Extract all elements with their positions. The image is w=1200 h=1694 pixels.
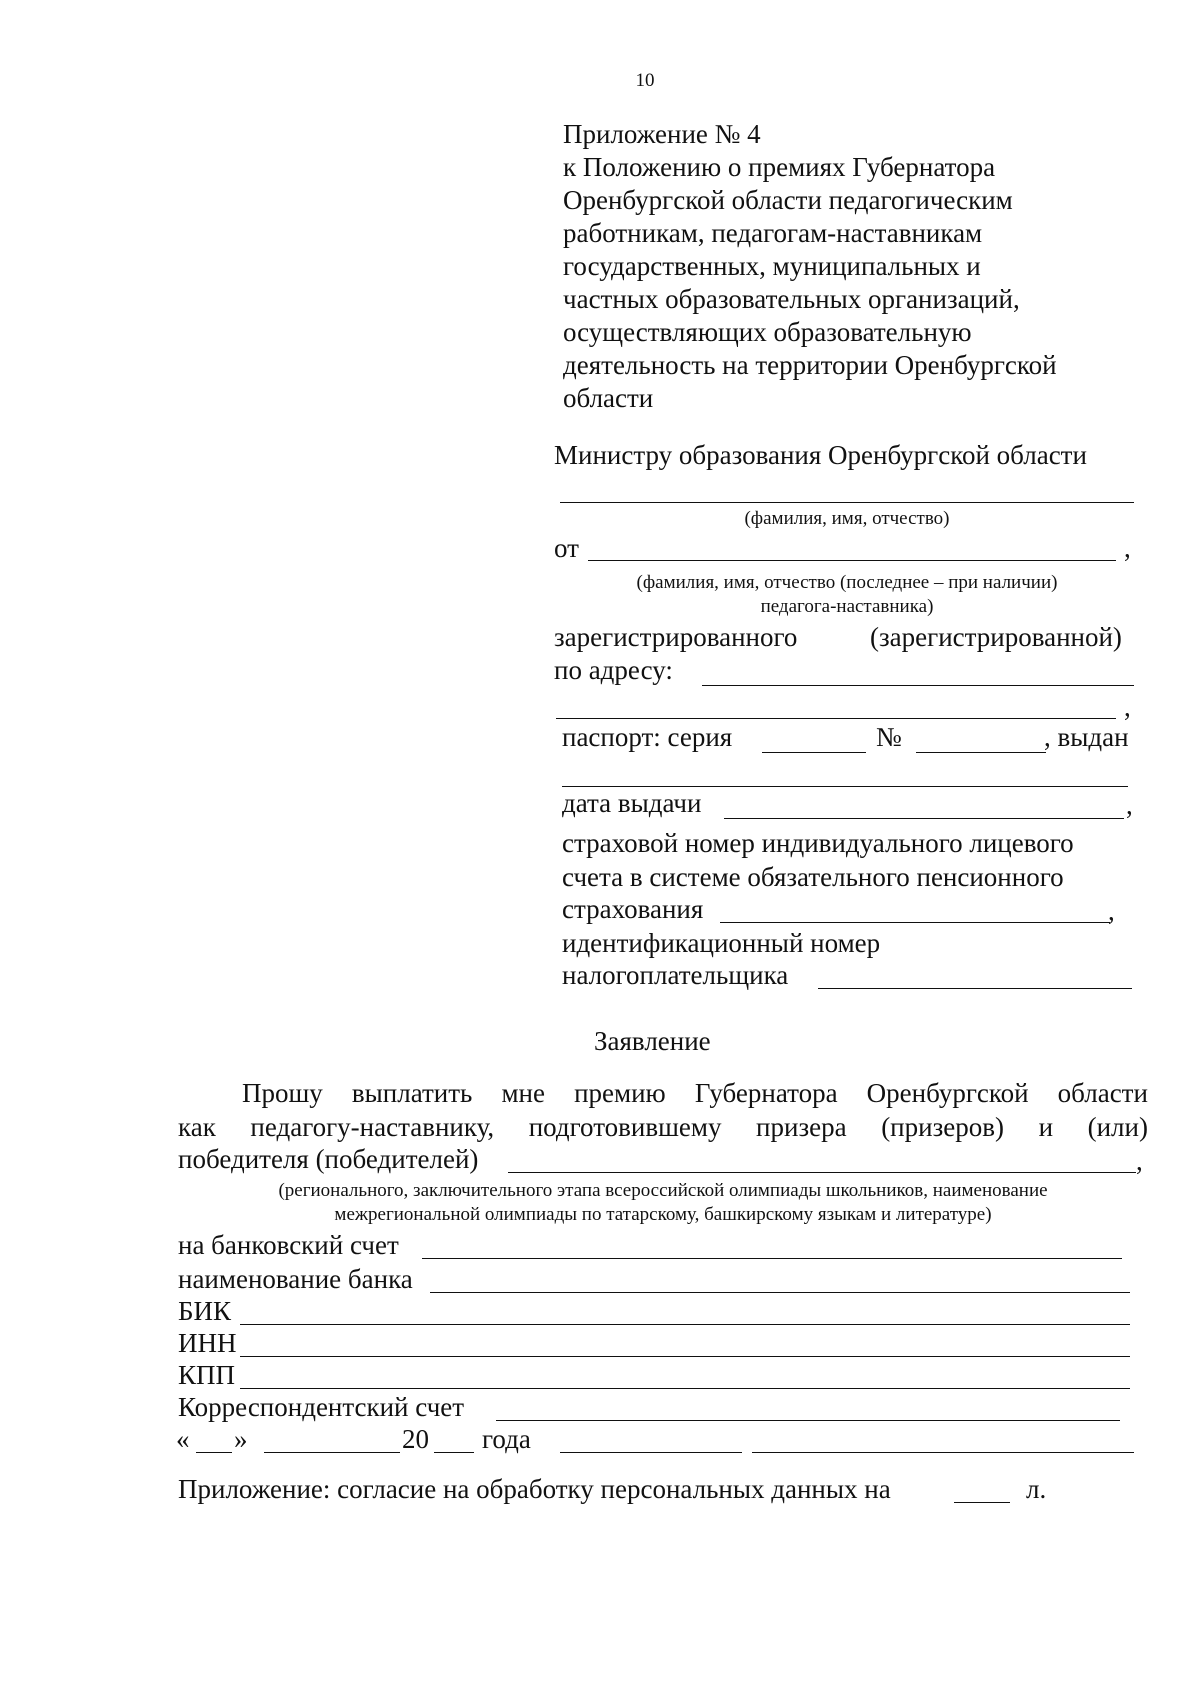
inn-label: ИНН bbox=[178, 1328, 237, 1358]
comma: , bbox=[1124, 533, 1131, 563]
snils-label: счета в системе обязательного пенсионного bbox=[562, 862, 1064, 892]
page-number: 10 bbox=[635, 70, 655, 91]
statement-title: Заявление bbox=[594, 1026, 711, 1056]
olympiad-caption-2: межрегиональной олимпиады по татарскому, башкирскому языкам и литературе) bbox=[334, 1204, 992, 1225]
appendix-line: работникам, педагогам-наставникам bbox=[563, 218, 983, 248]
address-field-2[interactable] bbox=[556, 718, 1116, 719]
appendix-line: осуществляющих образовательную bbox=[563, 317, 972, 347]
attachment-suffix: л. bbox=[1026, 1474, 1047, 1504]
signature-name-field[interactable] bbox=[752, 1452, 1134, 1453]
statement-word: и bbox=[1038, 1112, 1054, 1142]
passport-issued-label: , выдан bbox=[1044, 722, 1129, 752]
passport-number-field[interactable] bbox=[916, 752, 1046, 753]
statement-word: подготовившему bbox=[528, 1112, 722, 1142]
inn-field[interactable] bbox=[818, 988, 1132, 989]
statement-word: (призеров) bbox=[881, 1112, 1004, 1142]
appendix-line: частных образовательных организаций, bbox=[563, 284, 1020, 314]
minister-name-caption: (фамилия, имя, отчество) bbox=[744, 508, 950, 529]
attachment-text: Приложение: согласие на обработку персональных данных на bbox=[178, 1474, 891, 1504]
inn-field[interactable] bbox=[240, 1356, 1130, 1357]
statement-word: (или) bbox=[1087, 1112, 1148, 1142]
statement-line-1 bbox=[242, 1078, 1148, 1109]
applicant-name-caption-1: (фамилия, имя, отчество (последнее – при наличии) bbox=[636, 572, 1058, 593]
statement-line-3: победителя (победителей) bbox=[178, 1144, 479, 1174]
bank-account-label: на банковский счет bbox=[178, 1230, 399, 1260]
olympiad-caption-1: (регионального, заключительного этапа всероссийской олимпиады школьников, наименование bbox=[278, 1180, 1048, 1201]
passport-number-label: № bbox=[876, 722, 902, 752]
appendix-line: области bbox=[563, 383, 654, 413]
from-label: от bbox=[554, 533, 579, 563]
statement-word: Губернатора bbox=[694, 1078, 838, 1108]
snils-label: страхования bbox=[562, 894, 704, 924]
date-year-prefix: 20 bbox=[402, 1424, 429, 1454]
applicant-name-caption-2: педагога-наставника) bbox=[760, 596, 934, 617]
snils-label: страховой номер индивидуального лицевого bbox=[562, 828, 1074, 858]
bank-name-field[interactable] bbox=[430, 1292, 1130, 1293]
date-year-field[interactable] bbox=[434, 1452, 474, 1453]
appendix-line: к Положению о премиях Губернатора bbox=[563, 152, 996, 182]
date-year-suffix: года bbox=[482, 1424, 531, 1454]
kpp-field[interactable] bbox=[240, 1388, 1130, 1389]
statement-word: педагогу-наставнику, bbox=[250, 1112, 495, 1142]
snils-field[interactable] bbox=[720, 922, 1110, 923]
statement-word: Прошу bbox=[242, 1078, 323, 1108]
attachment-pages-field[interactable] bbox=[954, 1502, 1010, 1503]
issue-date-field[interactable] bbox=[724, 818, 1124, 819]
minister-name-field[interactable] bbox=[560, 502, 1134, 503]
bank-account-field[interactable] bbox=[422, 1258, 1122, 1259]
olympiad-field[interactable] bbox=[508, 1172, 1136, 1173]
statement-word: как bbox=[178, 1112, 216, 1142]
date-close-quote: » bbox=[234, 1424, 248, 1454]
statement-word: премию bbox=[574, 1078, 666, 1108]
address-field-1[interactable] bbox=[702, 685, 1134, 686]
comma: , bbox=[1124, 692, 1131, 722]
bik-label: БИК bbox=[178, 1296, 232, 1326]
statement-word: мне bbox=[501, 1078, 545, 1108]
addressee-to: Министру образования Оренбургской области bbox=[554, 440, 1087, 470]
corr-account-label: Корреспондентский счет bbox=[178, 1392, 465, 1422]
passport-series-label: паспорт: серия bbox=[562, 722, 733, 752]
statement-line-2 bbox=[178, 1112, 1148, 1143]
statement-word: призера bbox=[756, 1112, 847, 1142]
comma: , bbox=[1126, 790, 1133, 820]
appendix-line: государственных, муниципальных и bbox=[563, 251, 981, 281]
statement-word: выплатить bbox=[351, 1078, 473, 1108]
passport-issuer-field[interactable] bbox=[562, 786, 1128, 787]
registered-word-fem: (зарегистрированной) bbox=[870, 622, 1122, 652]
address-label: по адресу: bbox=[554, 655, 673, 685]
inn-label: идентификационный номер bbox=[562, 928, 881, 958]
statement-word: области bbox=[1057, 1078, 1148, 1108]
date-month-field[interactable] bbox=[264, 1452, 400, 1453]
comma: , bbox=[1108, 896, 1115, 926]
kpp-label: КПП bbox=[178, 1360, 236, 1390]
date-open-quote: « bbox=[176, 1424, 190, 1454]
bank-name-label: наименование банка bbox=[178, 1264, 413, 1294]
signature-field[interactable] bbox=[560, 1452, 742, 1453]
inn-label: налогоплательщика bbox=[562, 960, 789, 990]
appendix-line: Оренбургской области педагогическим bbox=[563, 185, 1013, 215]
applicant-name-field[interactable] bbox=[588, 560, 1116, 561]
comma: , bbox=[1136, 1146, 1143, 1176]
appendix-header bbox=[563, 118, 1057, 415]
passport-series-field[interactable] bbox=[762, 752, 866, 753]
statement-word: Оренбургской bbox=[866, 1078, 1029, 1108]
date-day-field[interactable] bbox=[196, 1452, 232, 1453]
appendix-line: Приложение № 4 bbox=[563, 119, 761, 149]
appendix-line: деятельность на территории Оренбургской bbox=[563, 350, 1057, 380]
registered-word: зарегистрированного bbox=[554, 622, 798, 652]
bik-field[interactable] bbox=[240, 1324, 1130, 1325]
corr-account-field[interactable] bbox=[496, 1420, 1120, 1421]
issue-date-label: дата выдачи bbox=[562, 788, 702, 818]
